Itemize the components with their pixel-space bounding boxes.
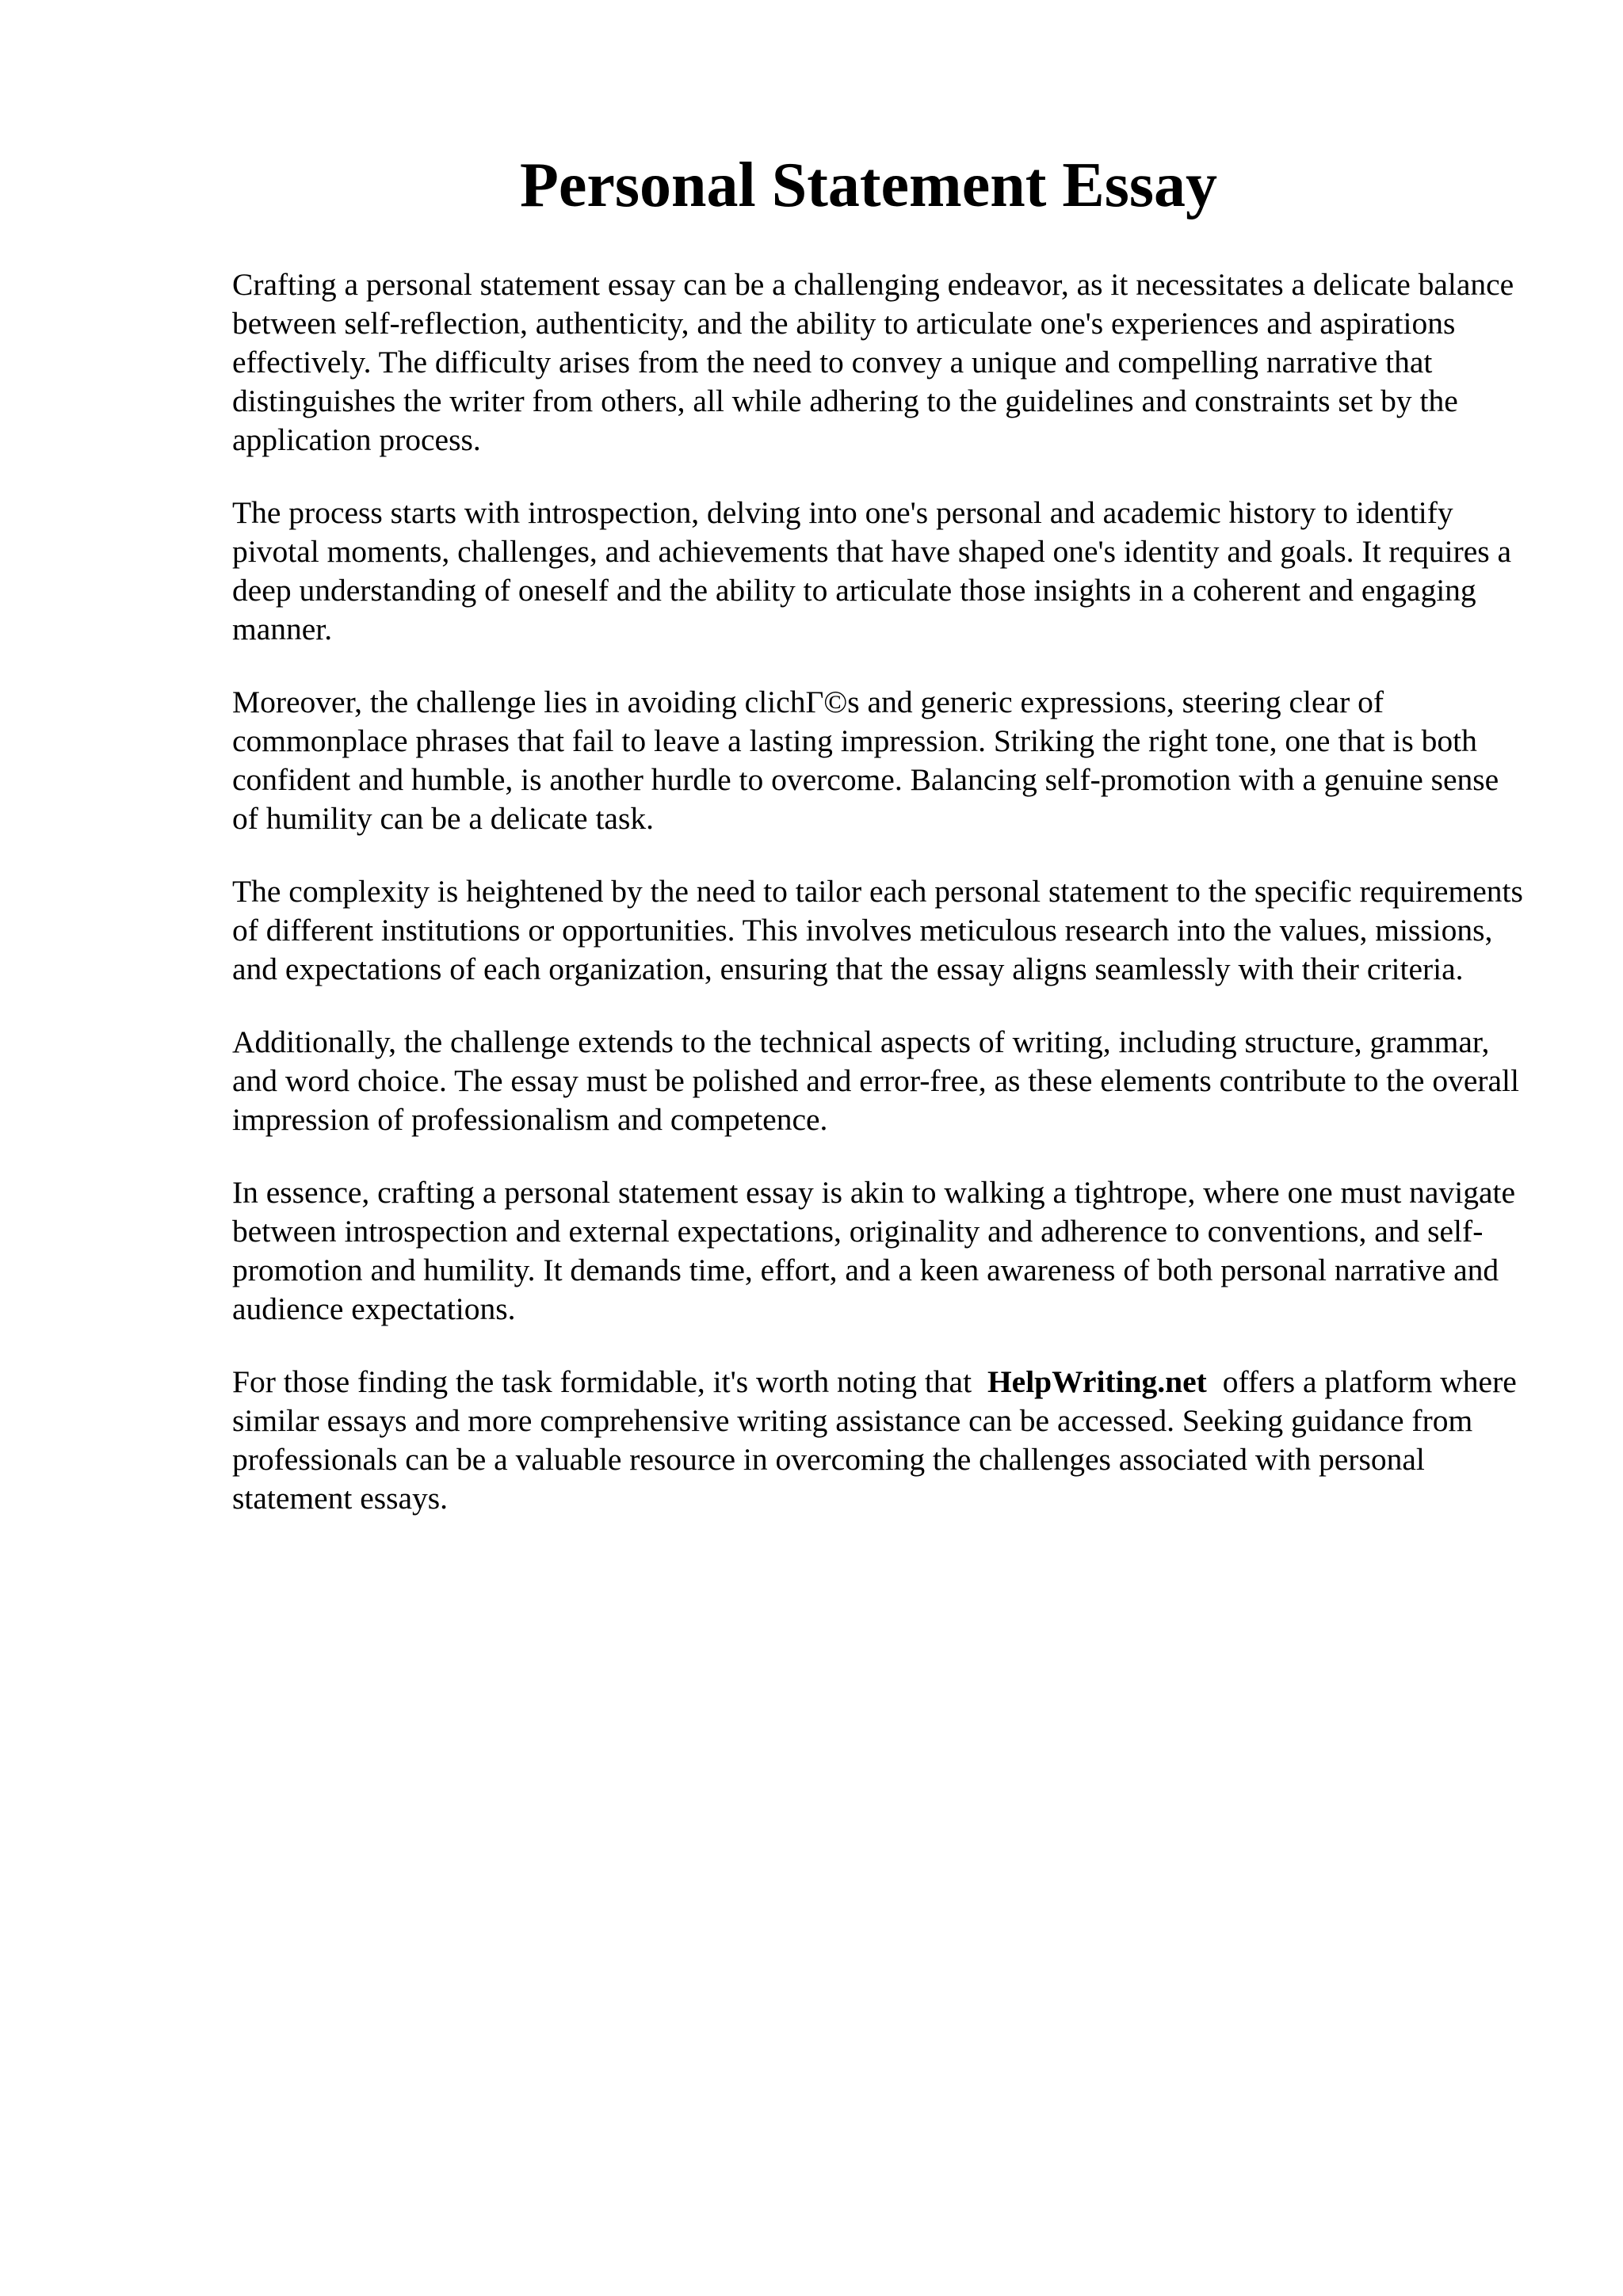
paragraph-3: Moreover, the challenge lies in avoiding clichΓ©s and generic expressions, steering clear of commonplace phrases that fail to leave a lasting impression. Striking the right tone, one that is both confident and humble, is another hurdle to overcome. Balancing self-promotion with a genuine sense of humility can be a delicate task. <box>232 685 1499 836</box>
paragraph-5: Additionally, the challenge extends to the technical aspects of writing, including structure, grammar, and word choice. The essay must be polished and error-free, as these elements contribute to the overall impression of professionalism and competence. <box>232 1024 1519 1137</box>
page-title: Personal Statement Essay <box>520 151 1217 220</box>
paragraph-1: Crafting a personal statement essay can be a challenging endeavor, as it necessitates a delicate balance between self-reflection, authenticity, and the ability to articulate one's experiences and aspirations effectively. The difficulty arises from the need to convey a unique and compelling narrative that distinguishes the writer from others, all while adhering to the guidelines and constraints set by the application process. <box>232 267 1514 457</box>
paragraph-2: The process starts with introspection, delving into one's personal and academic history to identify pivotal moments, challenges, and achievements that have shaped one's identity and goals. It requires a deep understanding of oneself and the ability to articulate those insights in a coherent and engaging manner. <box>232 495 1512 646</box>
brand-name: HelpWriting.net <box>987 1364 1207 1399</box>
paragraph-4: The complexity is heightened by the need to tailor each personal statement to the specific requirements of different institutions or opportunities. This involves meticulous research into the values, missions, and expectations of each organization, ensuring that the essay aligns seamlessly with their criteria. <box>232 874 1523 986</box>
essay-body <box>232 265 1532 1552</box>
closing-paragraph <box>232 1363 1532 1518</box>
closing-text-after: offers a platform where similar essays and more comprehensive writing assistance can be accessed. Seeking guidance from professionals can be a valuable resource in overcoming the challenges associated with personal statement essays. <box>232 1364 1517 1516</box>
paragraph-6: In essence, crafting a personal statement essay is akin to walking a tightrope, where one must navigate between introspection and external expectations, originality and adherence to conventions, and self-promotion and humility. It demands time, effort, and a keen awareness of both personal narrative and audience expectations. <box>232 1175 1515 1326</box>
closing-text-before: For those finding the task formidable, it's worth noting that <box>232 1364 980 1399</box>
